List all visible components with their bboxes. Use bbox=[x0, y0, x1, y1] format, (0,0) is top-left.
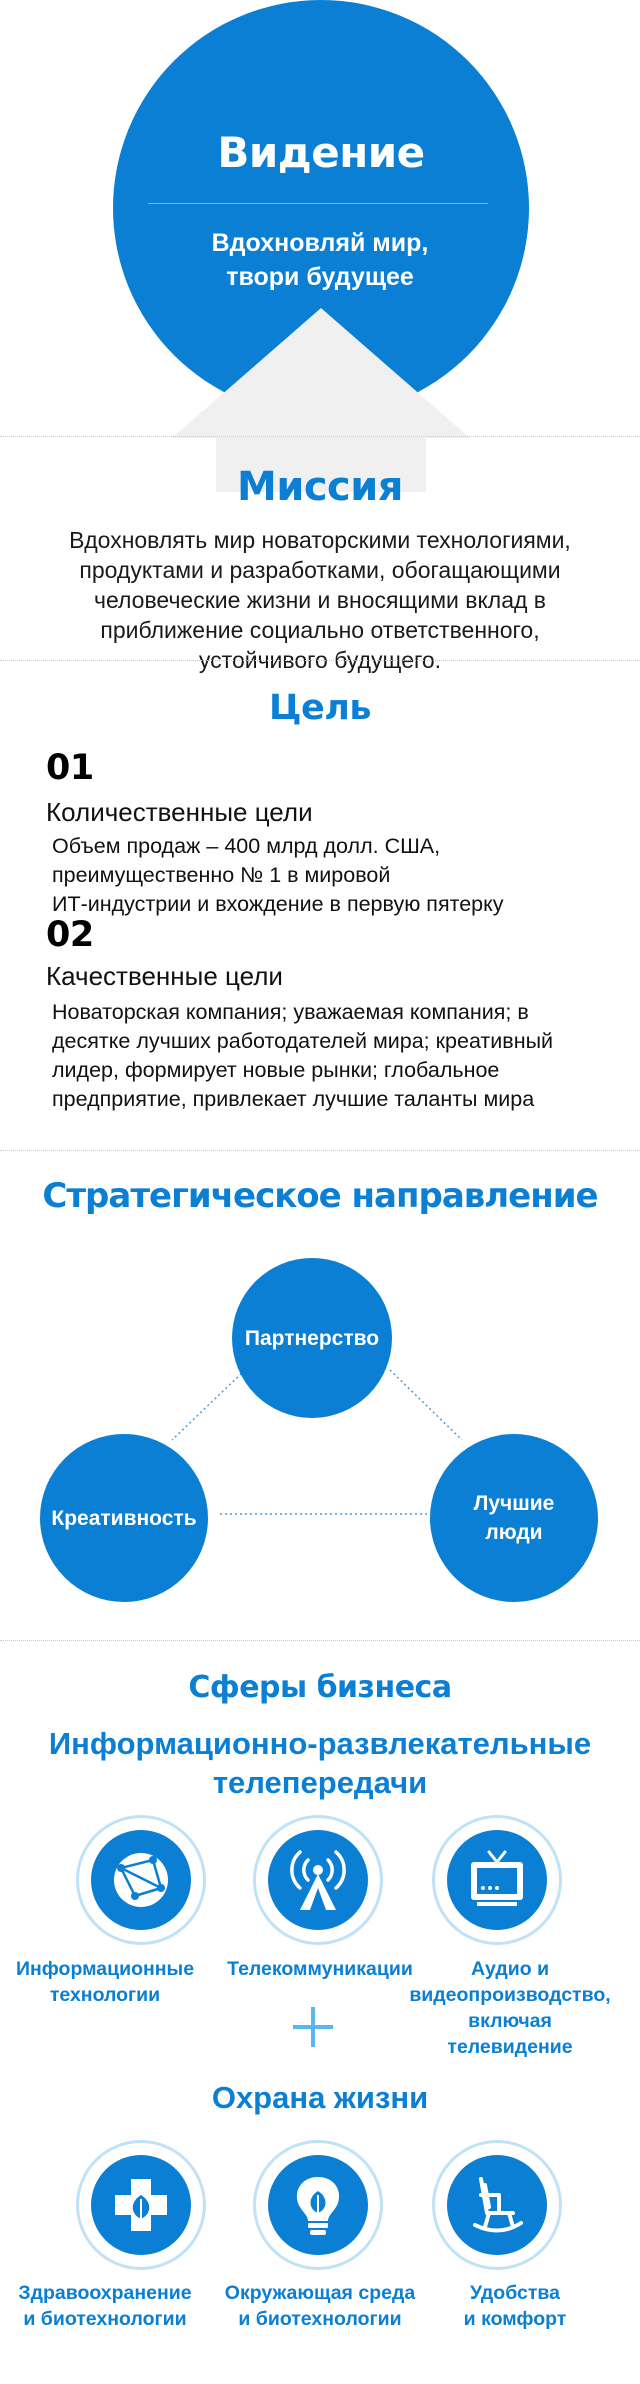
up-arrow-head bbox=[172, 308, 470, 438]
goal-number: 01 bbox=[46, 748, 94, 788]
business-caption-line: Окружающая среда bbox=[224, 2282, 416, 2304]
goal-text bbox=[52, 998, 553, 1114]
business-caption bbox=[200, 2280, 440, 2332]
business-caption-line: Аудио и bbox=[470, 1958, 550, 1980]
vision-subtitle-line: Вдохновляй мир, bbox=[211, 229, 429, 257]
infotainment-title-line: Информационно-развлекательные bbox=[48, 1726, 592, 1761]
goal-text-line: Объем продаж – 400 млрд долл. США, bbox=[52, 834, 441, 858]
business-caption-line: и биотехнологии bbox=[23, 2308, 187, 2330]
business-caption bbox=[208, 1956, 432, 1982]
antenna-tower-icon bbox=[268, 1830, 368, 1930]
mission-line: приближение социально ответственного, bbox=[100, 617, 540, 643]
telecom-badge bbox=[253, 1815, 383, 1945]
strategy-node-best-people bbox=[430, 1434, 598, 1602]
business-caption-line: Здравоохранение bbox=[18, 2282, 192, 2304]
mission-title: Миссия bbox=[237, 464, 403, 510]
section-divider bbox=[0, 1150, 640, 1151]
mission-line: Вдохновлять мир новаторскими технологиями, bbox=[69, 527, 571, 553]
section-divider bbox=[0, 660, 640, 661]
strategy-node-label-line: люди bbox=[485, 1521, 543, 1544]
business-caption-line: Удобства bbox=[470, 2282, 560, 2304]
strategy-title: Стратегическое направление bbox=[42, 1176, 598, 1216]
mission-line: устойчивого будущего. bbox=[198, 647, 442, 673]
business-caption-line: технологии bbox=[49, 1984, 161, 2006]
strategy-node-label bbox=[474, 1489, 555, 1547]
globe-network-icon bbox=[91, 1830, 191, 1930]
section-divider bbox=[0, 1640, 640, 1641]
infotainment-title-line: телепередачи bbox=[212, 1765, 428, 1800]
mission-line: человеческие жизни и вносящими вклад в bbox=[93, 587, 547, 613]
plus-icon bbox=[293, 2025, 333, 2029]
medical-cross-leaf-icon bbox=[91, 2155, 191, 2255]
business-caption bbox=[415, 2280, 615, 2332]
goal-heading: Количественные цели bbox=[46, 797, 313, 827]
strategy-node-label-line: Лучшие bbox=[473, 1492, 555, 1515]
healthcare-badge bbox=[76, 2140, 206, 2270]
strategy-node-creativity bbox=[40, 1434, 208, 1602]
vision-divider bbox=[148, 203, 488, 204]
goal-text-line: Новаторская компания; уважаемая компания; в bbox=[52, 1000, 529, 1024]
goal-text-line: лидер, формирует новые рынки; глобальное bbox=[52, 1058, 500, 1082]
business-title: Сферы бизнеса bbox=[188, 1670, 452, 1705]
leaf-bulb-icon bbox=[268, 2155, 368, 2255]
goal-text-line: предприятие, привлекает лучшие таланты мира bbox=[52, 1087, 535, 1111]
business-caption-line: и биотехнологии bbox=[238, 2308, 402, 2330]
comfort-badge bbox=[432, 2140, 562, 2270]
goal-text bbox=[52, 832, 504, 919]
environment-badge bbox=[253, 2140, 383, 2270]
it-badge bbox=[76, 1815, 206, 1945]
life-care-title: Охрана жизни bbox=[211, 2080, 429, 2115]
business-caption-line: Телекоммуникации bbox=[227, 1958, 413, 1980]
business-caption-line: телевидение bbox=[447, 2036, 573, 2058]
vision-subtitle-line: твори будущее bbox=[226, 263, 414, 291]
business-caption bbox=[0, 1956, 210, 2008]
goal-text-line: ИТ-индустрии и вхождение в первую пятерку bbox=[52, 892, 504, 916]
goal-heading: Качественные цели bbox=[46, 961, 283, 991]
tv-icon bbox=[447, 1830, 547, 1930]
section-divider bbox=[0, 436, 640, 437]
strategy-node-label: Креативность bbox=[51, 1506, 197, 1530]
vision-title: Видение bbox=[217, 128, 425, 177]
goal-text-line: преимущественно № 1 в мировой bbox=[52, 863, 391, 887]
strategy-node-partnership bbox=[232, 1258, 392, 1418]
goal-title: Цель bbox=[269, 688, 371, 728]
business-caption-line: и комфорт bbox=[463, 2308, 567, 2330]
strategy-node-label: Партнерство bbox=[244, 1326, 380, 1350]
mission-line: продуктами и разработками, обогащающими bbox=[79, 557, 561, 583]
rocking-chair-icon bbox=[447, 2155, 547, 2255]
mission-text bbox=[20, 525, 620, 675]
business-caption-line: Информационные bbox=[15, 1958, 195, 1980]
vision-subtitle bbox=[150, 226, 490, 294]
business-caption-line: включая bbox=[468, 2010, 552, 2032]
tv-badge bbox=[432, 1815, 562, 1945]
business-caption bbox=[0, 2280, 210, 2332]
business-caption-line: видеопроизводство, bbox=[409, 1984, 611, 2006]
infotainment-title bbox=[0, 1724, 640, 1802]
business-caption bbox=[400, 1956, 620, 2060]
goal-text-line: десятке лучших работодателей мира; креативный bbox=[52, 1029, 554, 1053]
goal-number: 02 bbox=[46, 915, 94, 955]
